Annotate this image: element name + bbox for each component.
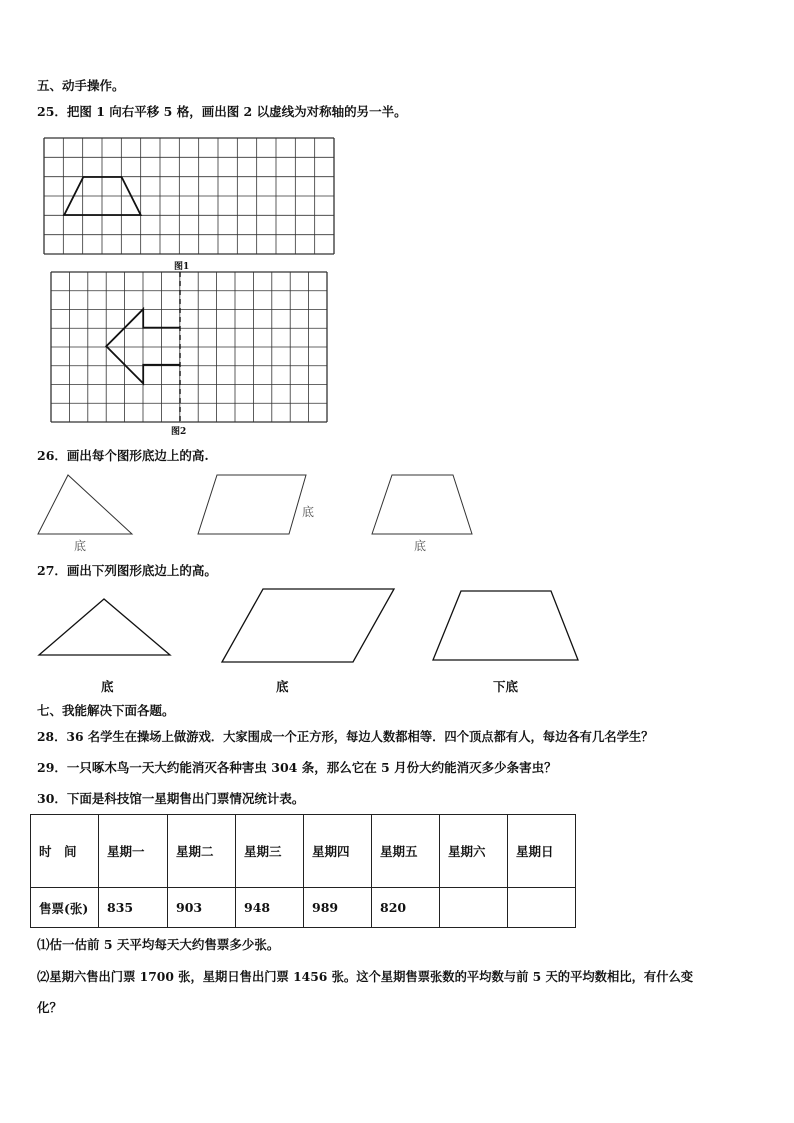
- table-cell: 903: [168, 888, 236, 928]
- section-7-title: 七、我能解决下面各题。: [37, 703, 175, 718]
- table-cell-empty: [440, 888, 508, 928]
- question-30-text: 30．下面是科技馆一星期售出门票情况统计表。: [37, 791, 305, 806]
- q26-label-1: 底: [74, 539, 87, 553]
- q26-label-3: 底: [414, 539, 427, 553]
- figure-2-grid: [51, 272, 327, 422]
- ticket-sales-table: [30, 814, 576, 928]
- q27-triangle: [38, 598, 172, 658]
- q26-trapezoid: [372, 474, 474, 536]
- table-cell: 820: [372, 888, 440, 928]
- question-29-text: 29．一只啄木鸟一天大约能消灭各种害虫 304 条，那么它在 5 月份大约能消灭多少条害虫？: [37, 760, 557, 775]
- table-header-cell: 星期一: [99, 815, 168, 888]
- table-header-row: [31, 815, 576, 888]
- figure-2-caption: 图2: [171, 427, 187, 437]
- q27-parallelogram: [221, 588, 396, 664]
- q26-triangle: [38, 474, 134, 536]
- q27-label-1: 底: [101, 679, 114, 694]
- question-28-text: 28．36 名学生在操场上做游戏．大家围成一个正方形，每边人数都相等．四个顶点都有人，每边各有几名学生？: [37, 729, 654, 744]
- q26-parallelogram: [198, 474, 308, 536]
- table-header-cell: 星期二: [168, 815, 236, 888]
- table-header-cell: 时 间: [31, 815, 99, 888]
- table-header-cell: 星期六: [440, 815, 508, 888]
- table-header-cell: 星期日: [508, 815, 576, 888]
- question-27-text: 27．画出下列图形底边上的高。: [37, 563, 217, 578]
- question-26-text: 26．画出每个图形底边上的高.: [37, 448, 209, 463]
- table-cell-empty: [508, 888, 576, 928]
- q27-trapezoid: [432, 590, 580, 662]
- table-row: [31, 888, 576, 928]
- table-cell: 835: [99, 888, 168, 928]
- table-cell: 售票(张): [31, 888, 99, 928]
- question-30-sub2-line1: ⑵星期六售出门票 1700 张，星期日售出门票 1456 张。这个星期售票张数的平均数与前 5 天的平均数相比，有什么变: [37, 969, 694, 984]
- q27-label-3: 下底: [493, 679, 519, 694]
- q26-label-2: 底: [302, 505, 315, 519]
- question-25-text: 25．把图 1 向右平移 5 格，画出图 2 以虚线为对称轴的另一半。: [37, 104, 407, 119]
- figure-1-caption: 图1: [174, 262, 190, 272]
- section-5-title: 五、动手操作。: [37, 78, 125, 93]
- table-header-cell: 星期五: [372, 815, 440, 888]
- table-cell: 948: [236, 888, 304, 928]
- question-30-sub1: ⑴估一估前 5 天平均每天大约售票多少张。: [37, 937, 280, 952]
- table-cell: 989: [304, 888, 372, 928]
- table-header-cell: 星期四: [304, 815, 372, 888]
- figure-1-grid: [44, 138, 334, 254]
- q27-label-2: 底: [276, 679, 289, 694]
- question-30-sub2-line2: 化？: [37, 1000, 63, 1015]
- table-header-cell: 星期三: [236, 815, 304, 888]
